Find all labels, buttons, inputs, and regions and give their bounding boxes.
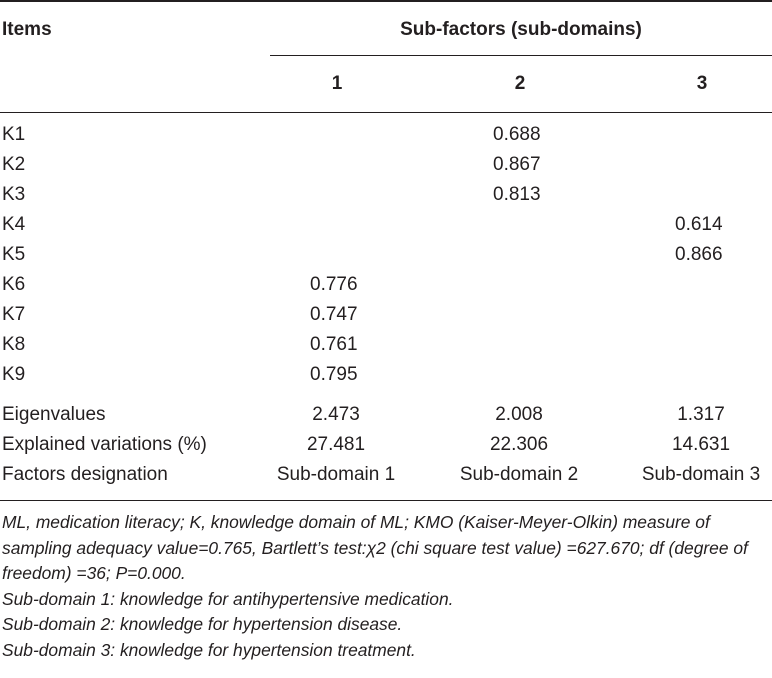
cell-col-1: 27.481 — [306, 434, 366, 455]
cell-col-2: 22.306 — [489, 434, 549, 455]
footnote-sub-domain-3: Sub-domain 3: knowledge for hypertension treatment. — [2, 639, 416, 660]
header-group-rule — [270, 55, 772, 56]
footnote-abbreviations: ML, medication literacy; K, knowledge domain of ML; KMO (Kaiser-Meyer-Olkin) measure of sampling adequacy value=0.765, Bartlett’s test:χ2 (chi square test value) =627.670; df (degree of freedom) =36; P=0.000. — [2, 512, 748, 583]
table-top-rule — [0, 0, 772, 2]
cell-col-3: 1.317 — [677, 404, 725, 425]
table-row — [0, 431, 772, 461]
table-row — [0, 181, 772, 211]
cell-col-1: 0.747 — [310, 304, 358, 325]
cell-col-2: 0.813 — [493, 184, 541, 205]
cell-col-2: 2.008 — [495, 404, 543, 425]
cell-col-1: 0.776 — [310, 274, 358, 295]
table-row — [0, 401, 772, 431]
row-label: K7 — [2, 304, 26, 325]
row-label: K9 — [2, 364, 26, 385]
table-row — [0, 151, 772, 181]
row-label: K3 — [2, 184, 26, 205]
header-subfactors: Sub-factors (sub-domains) — [400, 19, 642, 40]
row-label: Eigenvalues — [2, 404, 106, 425]
table-row — [0, 121, 772, 151]
cell-col-2: 0.867 — [493, 154, 541, 175]
cell-col-2: 0.688 — [493, 124, 541, 145]
table-bottom-rule — [0, 500, 772, 501]
footnote-sub-domain-1: Sub-domain 1: knowledge for antihypertensive medication. — [2, 588, 454, 609]
cell-col-3: 0.866 — [675, 244, 723, 265]
row-label: K4 — [2, 214, 26, 235]
table-footnotes — [2, 510, 770, 663]
table-row — [0, 461, 772, 491]
row-label: Factors designation — [2, 464, 168, 485]
table-row — [0, 241, 772, 271]
table-row — [0, 211, 772, 241]
cell-col-1: 0.761 — [310, 334, 358, 355]
cell-col-3: 0.614 — [675, 214, 723, 235]
row-label: K1 — [2, 124, 26, 145]
header-col-2: 2 — [514, 73, 526, 94]
header-bottom-rule — [0, 112, 772, 113]
table-row — [0, 331, 772, 361]
cell-col-3: 14.631 — [671, 434, 731, 455]
table-row — [0, 301, 772, 331]
table-row — [0, 361, 772, 391]
header-items: Items — [2, 19, 52, 40]
row-label: K6 — [2, 274, 26, 295]
header-col-3: 3 — [696, 73, 708, 94]
row-label: K8 — [2, 334, 26, 355]
cell-col-1: Sub-domain 1 — [276, 464, 396, 485]
cell-col-1: 0.795 — [310, 364, 358, 385]
cell-col-2: Sub-domain 2 — [459, 464, 579, 485]
table-row — [0, 271, 772, 301]
cell-col-1: 2.473 — [312, 404, 360, 425]
row-label: K2 — [2, 154, 26, 175]
header-col-1: 1 — [331, 73, 343, 94]
row-label: Explained variations (%) — [2, 434, 207, 455]
footnote-sub-domain-2: Sub-domain 2: knowledge for hypertension disease. — [2, 614, 403, 634]
cell-col-3: Sub-domain 3 — [641, 464, 761, 485]
row-label: K5 — [2, 244, 26, 265]
